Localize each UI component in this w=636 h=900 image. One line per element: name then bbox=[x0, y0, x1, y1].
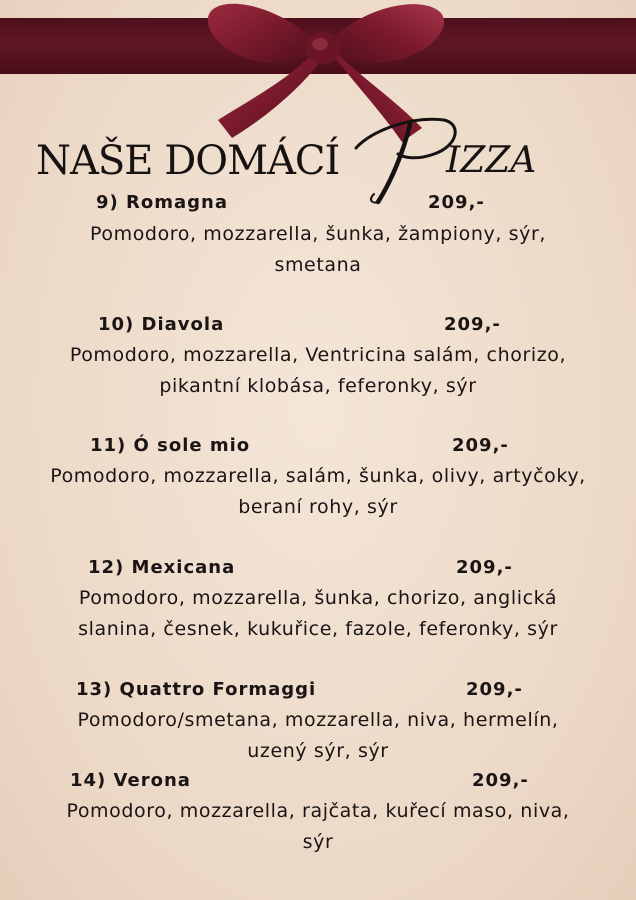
desc-line: Pomodoro, mozzarella, Ventricina salám, chorizo, bbox=[69, 344, 567, 366]
item-price: 209,- bbox=[452, 435, 509, 456]
menu-title bbox=[36, 118, 596, 188]
item-description bbox=[20, 583, 616, 645]
item-price: 209,- bbox=[456, 557, 513, 578]
desc-line: Pomodoro, mozzarella, salám, šunka, olivy, artyčoky, bbox=[50, 465, 586, 487]
desc-line: uzený sýr, sýr bbox=[247, 740, 389, 762]
item-name: 14) Verona bbox=[70, 770, 191, 791]
desc-line: Pomodoro, mozzarella, rajčata, kuřecí maso, niva, bbox=[66, 800, 570, 822]
item-price: 209,- bbox=[472, 770, 529, 791]
title-right: IZZA bbox=[446, 140, 537, 181]
item-description bbox=[20, 340, 616, 402]
desc-line: smetana bbox=[274, 254, 362, 276]
item-price: 209,- bbox=[428, 192, 485, 213]
item-description bbox=[20, 219, 616, 281]
item-name: 9) Romagna bbox=[96, 192, 228, 213]
desc-line: slanina, česnek, kukuřice, fazole, feferonky, sýr bbox=[78, 618, 558, 640]
item-name: 12) Mexicana bbox=[88, 557, 236, 578]
desc-line: sýr bbox=[302, 831, 334, 853]
item-name: 11) Ó sole mio bbox=[90, 435, 251, 456]
desc-line: pikantní klobása, feferonky, sýr bbox=[159, 375, 477, 397]
item-description bbox=[20, 705, 616, 767]
desc-line: Pomodoro/smetana, mozzarella, niva, hermelín, bbox=[77, 709, 559, 731]
desc-line: beraní rohy, sýr bbox=[238, 496, 398, 518]
item-name: 10) Diavola bbox=[98, 314, 225, 335]
title-left: NAŠE DOMÁCÍ bbox=[36, 138, 340, 184]
item-description bbox=[20, 796, 616, 858]
item-name: 13) Quattro Formaggi bbox=[76, 679, 317, 700]
item-price: 209,- bbox=[444, 314, 501, 335]
item-description bbox=[20, 461, 616, 523]
desc-line: Pomodoro, mozzarella, šunka, chorizo, anglická bbox=[78, 587, 558, 609]
item-price: 209,- bbox=[466, 679, 523, 700]
desc-line: Pomodoro, mozzarella, šunka, žampiony, sýr, bbox=[89, 223, 547, 245]
